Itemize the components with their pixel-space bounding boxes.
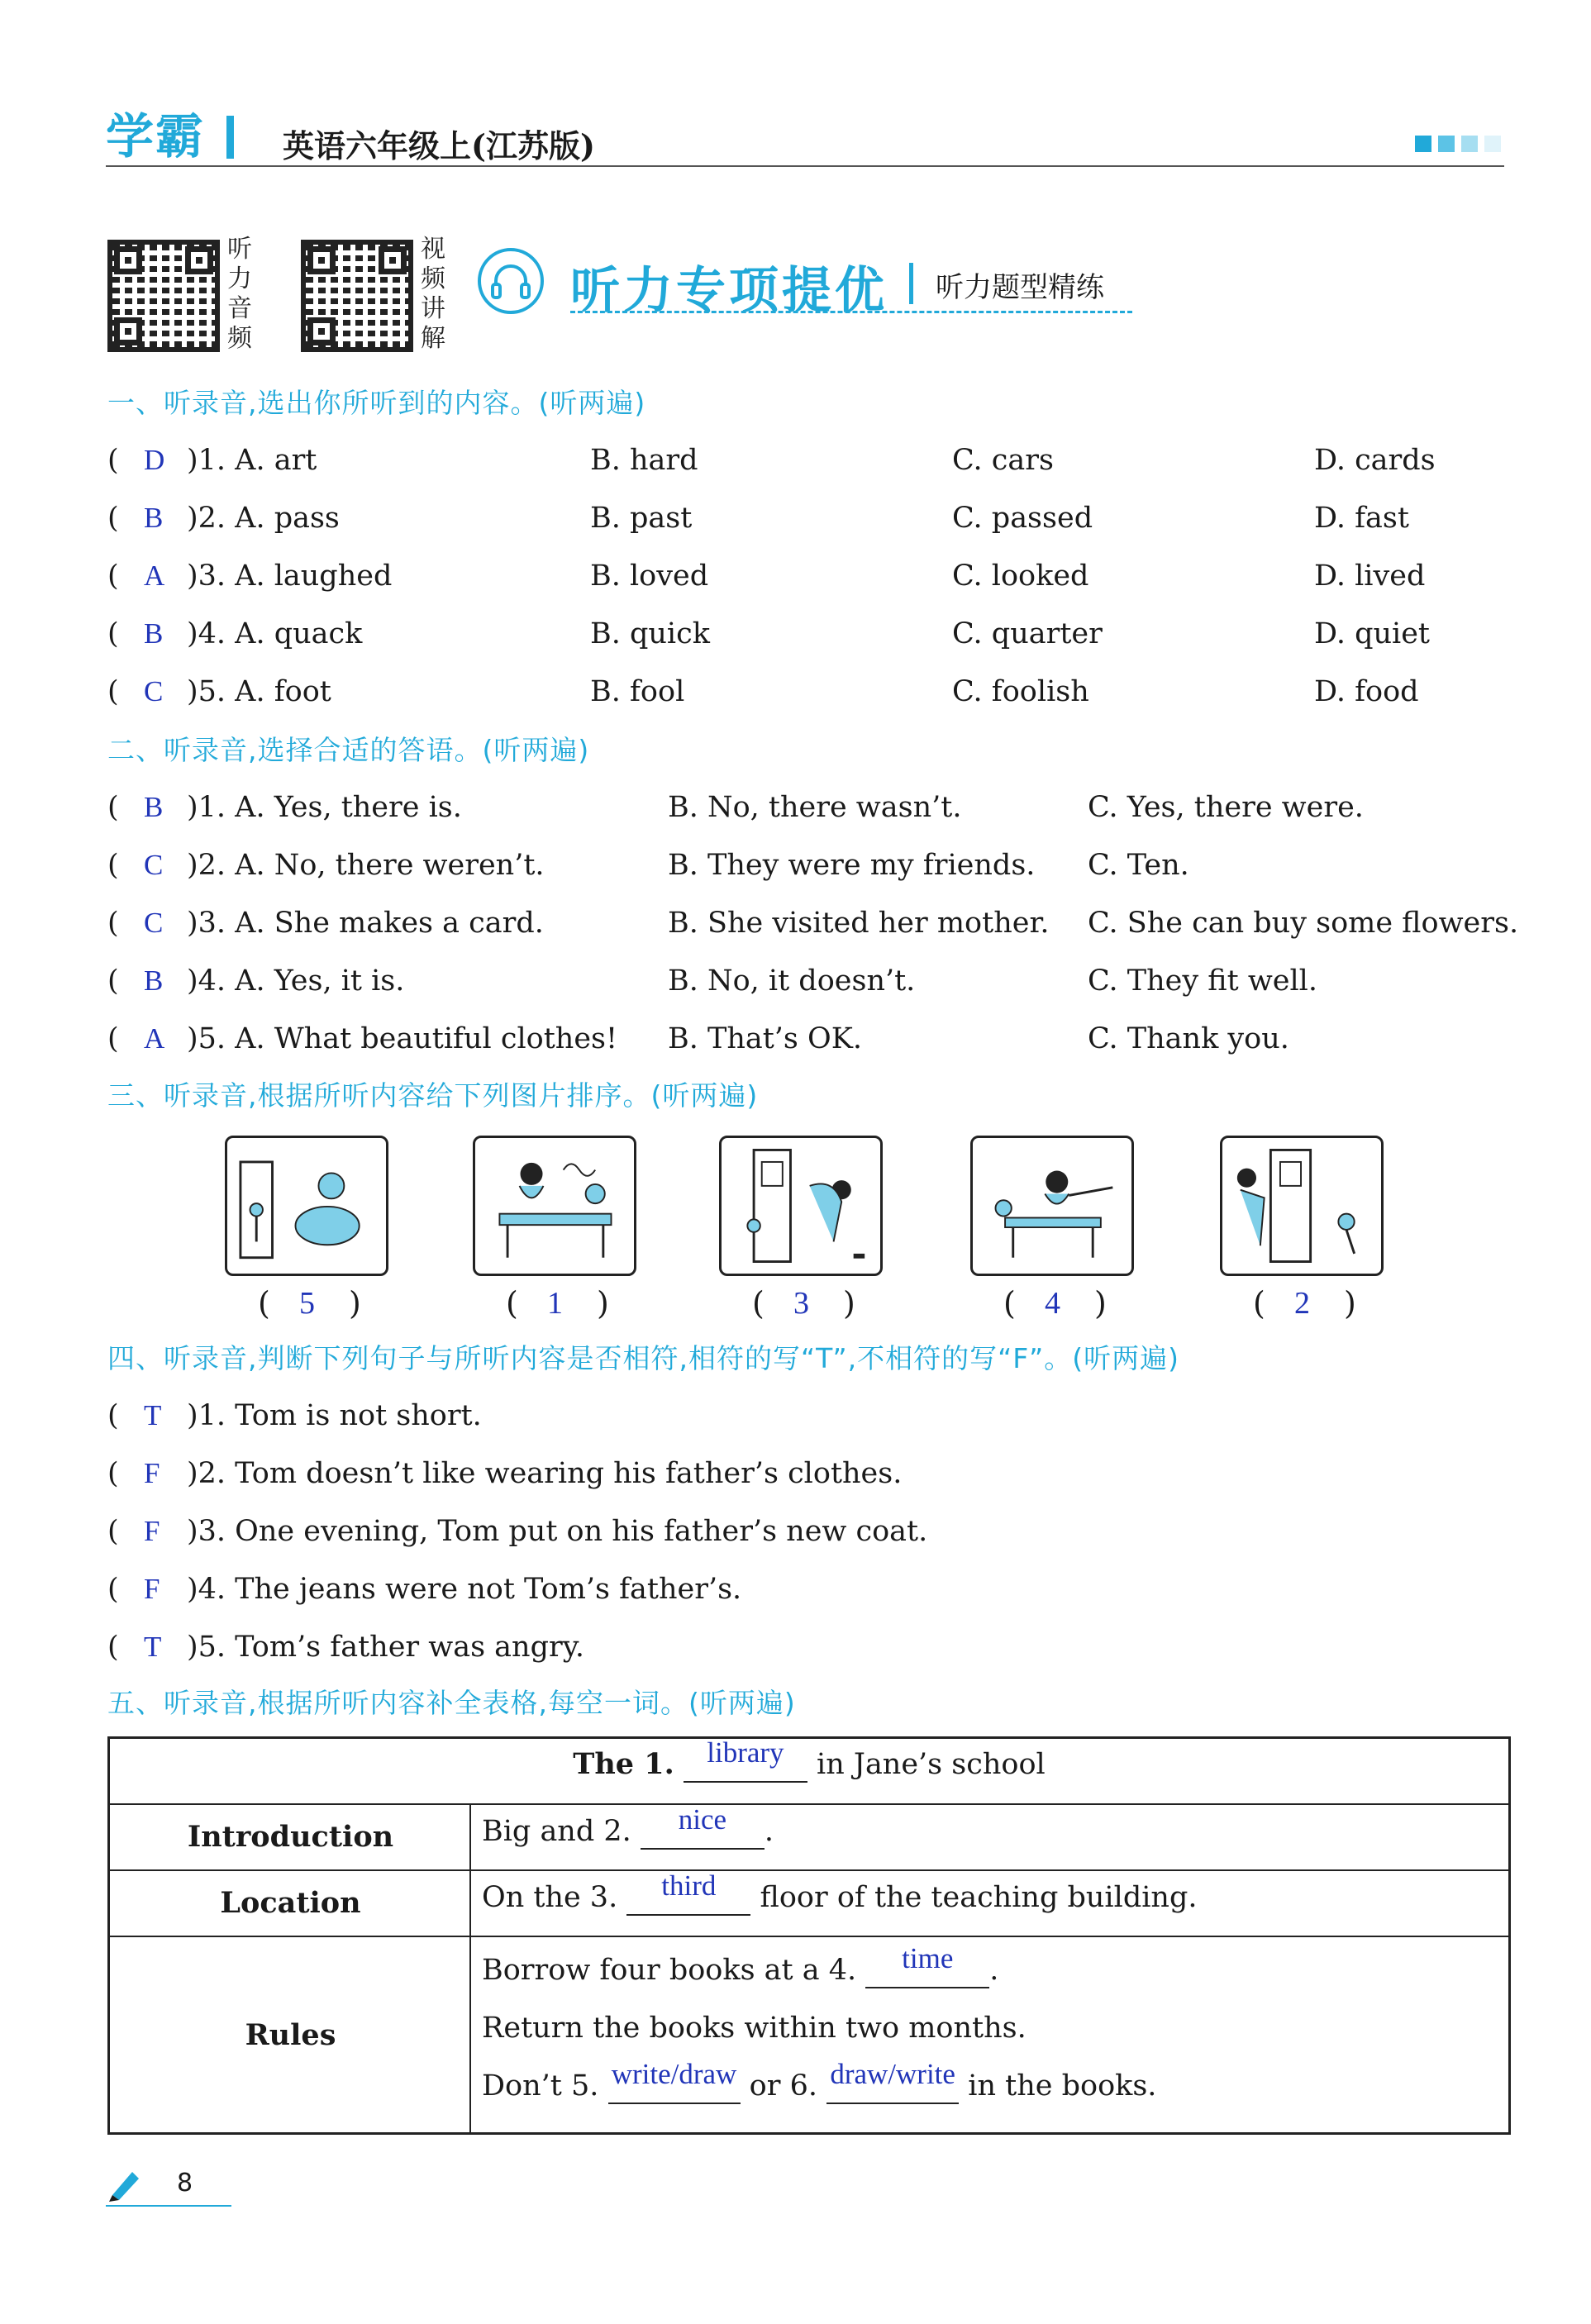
section-banner-subtitle: 听力题型精练: [936, 271, 1104, 304]
table-title: The 1. library in Jane’s school: [573, 1736, 1046, 1781]
library-table: [107, 1736, 1511, 2135]
s2-question-row: ( B )1. A. Yes, there is. B. No, there wasn’t. C. Yes, there were.: [107, 787, 1512, 828]
header-square-icon: [1415, 136, 1431, 152]
s4-statement-row: ( F )2. Tom doesn’t like wearing his father’s clothes.: [107, 1453, 1512, 1494]
s2-question-row: ( C )3. A. She makes a card. B. She visited her mother. C. She can buy some flowers.: [107, 902, 1512, 944]
s4-statement-row: ( F )4. The jeans were not Tom’s father’s.: [107, 1569, 1512, 1610]
pencil-icon: [107, 2165, 144, 2205]
s1-answer: D: [144, 444, 165, 476]
video-qr-code-icon[interactable]: [301, 240, 413, 352]
picture-order-answer: ( 1 ): [506, 1285, 609, 1322]
page-number: 8: [177, 2169, 193, 2198]
s4-statement-row: ( T )1. Tom is not short.: [107, 1395, 1512, 1436]
intro-text: Big and 2. nice .: [482, 1803, 774, 1848]
book-title: 英语六年级上(江苏版): [283, 127, 595, 164]
s1-answer: C: [144, 675, 164, 707]
picture-order-answer: ( 5 ): [258, 1285, 361, 1322]
rule-2: Return the books within two months.: [482, 2012, 1027, 2045]
s1-answer: A: [144, 560, 165, 592]
answer-2: nice: [678, 1803, 727, 1836]
footer-rule: [106, 2205, 231, 2207]
picture-1-boy-sitting-door: [225, 1136, 388, 1276]
banner-divider: [909, 263, 913, 304]
audio-qr-code-icon[interactable]: [107, 240, 220, 352]
s4-answer: F: [144, 1457, 160, 1489]
banner-dashed-rule: [570, 311, 1132, 313]
header-square-icon: [1484, 136, 1501, 152]
headphones-icon: [478, 248, 544, 314]
s2-question-row: ( B )4. A. Yes, it is. B. No, it doesn’t. C. They fit well.: [107, 960, 1512, 1002]
header-rule: [106, 165, 1504, 167]
section-5-heading: 五、听录音,根据所听内容补全表格,每空一词。(听两遍): [107, 1687, 796, 1719]
s1-question-row: ( A )3. A. laughed B. loved C. looked D. lived: [107, 555, 1512, 597]
section-2-heading: 二、听录音,选择合适的答语。(听两遍): [107, 734, 590, 766]
section-3-heading: 三、听录音,根据所听内容给下列图片排序。(听两遍): [107, 1079, 759, 1112]
section-banner-title: 听力专项提优: [570, 262, 888, 320]
s1-answer: B: [144, 502, 164, 534]
answer-4: time: [902, 1942, 954, 1974]
intro-label: Introduction: [187, 1820, 394, 1854]
location-label: Location: [220, 1886, 361, 1920]
answer-3: third: [661, 1869, 717, 1902]
logo-divider: [226, 116, 234, 159]
s2-answer: A: [144, 1022, 165, 1055]
s2-answer: C: [144, 849, 164, 881]
s1-answer: B: [144, 617, 164, 650]
s4-statement-row: ( F )3. One evening, Tom put on his father’s new coat.: [107, 1511, 1512, 1552]
picture-3-man-bending-door: [719, 1136, 883, 1276]
picture-order-answer: ( 4 ): [1003, 1285, 1107, 1322]
header-square-icon: [1461, 136, 1478, 152]
answer-5: write/draw: [611, 2058, 737, 2090]
audio-qr-label: 听 力 音 频: [227, 235, 252, 353]
picture-5-man-at-door: [1220, 1136, 1384, 1276]
answer-1: library: [707, 1736, 784, 1769]
s1-question-row: ( B )4. A. quack B. quick C. quarter D. quiet: [107, 613, 1512, 655]
s1-question-row: ( B )2. A. pass B. past C. passed D. fast: [107, 498, 1512, 539]
s2-question-row: ( A )5. A. What beautiful clothes! B. That’s OK. C. Thank you.: [107, 1018, 1512, 1060]
rule-3: Don’t 5. write/draw or 6. draw/write in the books.: [482, 2058, 1157, 2103]
picture-order-answer: ( 3 ): [752, 1285, 855, 1322]
brand-logo: 学霸: [106, 108, 206, 164]
video-qr-label: 视 频 讲 解: [421, 235, 445, 353]
s1-question-row: ( C )5. A. foot B. fool C. foolish D. food: [107, 671, 1512, 712]
section-4-heading: 四、听录音,判断下列句子与所听内容是否相符,相符的写“T”,不相符的写“F”。(听两遍): [107, 1342, 1180, 1374]
picture-order-answer: ( 2 ): [1253, 1285, 1356, 1322]
s1-question-row: ( D )1. A. art B. hard C. cars D. cards: [107, 440, 1512, 481]
rules-label: Rules: [245, 2018, 336, 2052]
rule-1: Borrow four books at a 4. time .: [482, 1942, 999, 1987]
location-text: On the 3. third floor of the teaching building.: [482, 1869, 1198, 1914]
s4-answer: T: [144, 1631, 162, 1663]
picture-2-family-at-table: [473, 1136, 636, 1276]
s2-answer: B: [144, 964, 164, 997]
s4-statement-row: ( T )5. Tom’s father was angry.: [107, 1626, 1512, 1668]
answer-6: draw/write: [830, 2058, 955, 2090]
picture-4-mother-pointing: [970, 1136, 1134, 1276]
s2-question-row: ( C )2. A. No, there weren’t. B. They were my friends. C. Ten.: [107, 845, 1512, 886]
header-square-icon: [1438, 136, 1455, 152]
s4-answer: F: [144, 1515, 160, 1547]
s4-answer: F: [144, 1573, 160, 1605]
s4-answer: T: [144, 1399, 162, 1431]
s2-answer: C: [144, 907, 164, 939]
s2-answer: B: [144, 791, 164, 823]
section-1-heading: 一、听录音,选出你所听到的内容。(听两遍): [107, 387, 646, 419]
